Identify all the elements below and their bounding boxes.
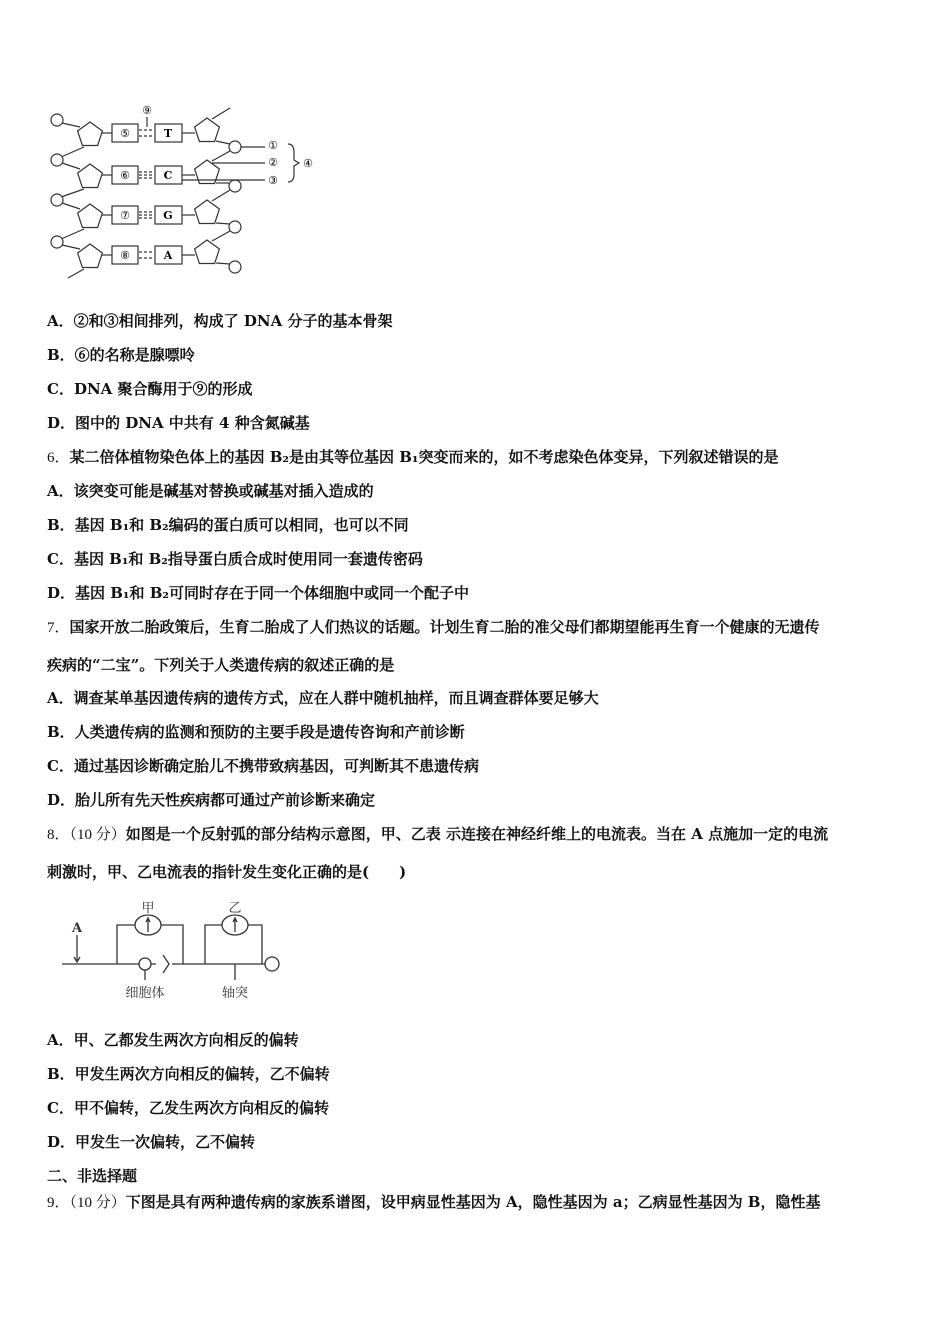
backbone-line [61, 189, 84, 197]
deoxyribose-icon [195, 240, 220, 264]
phosphate-circle [229, 141, 241, 153]
q8-stem [47, 824, 828, 845]
label-2: ② [268, 156, 278, 169]
dna-structure-diagram [40, 100, 340, 280]
backbone-line [216, 263, 230, 264]
q6-stem [47, 447, 778, 468]
label-9: ⑨ [142, 104, 152, 117]
backbone-line [62, 163, 80, 169]
deoxyribose-icon [78, 204, 103, 228]
backbone-line [61, 147, 84, 157]
base-label: ⑧ [120, 249, 130, 262]
q6-option-d: D．基因 B₁和 B₂可同时存在于同一个体细胞中或同一个配子中 [47, 584, 469, 602]
backbone-line [212, 190, 230, 201]
q8-option-c: C．甲不偏转，乙发生两次方向相反的偏转 [47, 1099, 329, 1117]
phosphate-circle [51, 194, 63, 206]
q7-stem-text: 国家开放二胎政策后，生育二胎成了人们热议的话题。计划生育二胎的准父母们都期望能再生育一个健康的无遗传 [69, 618, 820, 636]
backbone-line [62, 203, 80, 209]
phosphate-circle [51, 154, 63, 166]
meter-1-label: 甲 [141, 901, 155, 916]
q7-option-d: D．胎儿所有先天性疾病都可通过产前诊断来确定 [47, 791, 376, 809]
q8-number: 8．（10 分） [47, 827, 126, 843]
backbone-line [212, 231, 230, 241]
q7-option-b: B．人类遗传病的监测和预防的主要手段是遗传咨询和产前诊断 [47, 723, 465, 741]
reflex-arc-diagram [40, 890, 300, 1005]
phosphate-circle [229, 180, 241, 192]
backbone-line [216, 141, 230, 144]
q8-option-b: B．甲发生两次方向相反的偏转，乙不偏转 [47, 1065, 330, 1083]
base-label: ⑦ [120, 209, 130, 222]
q5-option-c: C．DNA 聚合酶用于⑨的形成 [47, 380, 253, 398]
base-label: T [163, 127, 173, 140]
backbone-line [212, 108, 230, 119]
cell-body-label: 细胞体 [125, 986, 165, 1001]
q6-stem-text: 某二倍体植物染色体上的基因 B₂是由其等位基因 B₁突变而来的，如不考虑染色体变异，下列叙述错误的是 [69, 448, 779, 466]
q6-option-a: A．该突变可能是碱基对替换或碱基对插入造成的 [47, 482, 374, 500]
q8-option-a: A．甲、乙都发生两次方向相反的偏转 [47, 1031, 299, 1049]
backbone-line [61, 229, 84, 239]
q9-number: 9．（10 分） [47, 1195, 126, 1211]
base-label: ⑥ [120, 169, 130, 182]
q8-stem-line2: 刺激时，甲、乙电流表的指针发生变化正确的是( ) [47, 863, 407, 881]
phosphate-circle [51, 114, 63, 126]
q5-option-b: B．⑥的名称是腺嘌呤 [47, 346, 195, 364]
q7-option-a: A．调查某单基因遗传病的遗传方式，应在人群中随机抽样，而且调查群体要足够大 [47, 689, 599, 707]
cell-body-circle [139, 958, 151, 970]
brace-icon [288, 144, 299, 182]
deoxyribose-icon [195, 200, 220, 224]
q5-option-d: D．图中的 DNA 中共有 4 种含氮碱基 [47, 414, 310, 432]
base-label: C [163, 169, 173, 182]
phosphate-circle [229, 261, 241, 273]
base-label: G [163, 209, 173, 222]
backbone-line [216, 223, 230, 224]
q7-option-c: C．通过基因诊断确定胎儿不携带致病基因，可判断其不患遗传病 [47, 757, 479, 775]
base-label: A [163, 249, 173, 262]
q5-option-a: A．②和③相间排列，构成了 DNA 分子的基本骨架 [47, 312, 393, 330]
phosphate-circle [51, 236, 63, 248]
q6-option-b: B．基因 B₁和 B₂编码的蛋白质可以相同，也可以不同 [47, 516, 409, 534]
q7-stem [47, 617, 820, 638]
backbone-line [62, 245, 80, 249]
section-heading: 二、非选择题 [47, 1167, 138, 1185]
phosphate-circle [229, 221, 241, 233]
deoxyribose-icon [78, 122, 103, 146]
q7-number: 7． [47, 620, 70, 636]
q9-stem-text: 下图是具有两种遗传病的家族系谱图，设甲病显性基因为 A，隐性基因为 a；乙病显性基因为 B，隐性基 [125, 1193, 821, 1211]
meter-2-label: 乙 [228, 901, 242, 916]
q8-option-d: D．甲发生一次偏转，乙不偏转 [47, 1133, 256, 1151]
q7-stem-line2: 疾病的“二宝”。下列关于人类遗传病的叙述正确的是 [47, 656, 395, 674]
point-a-label: A [71, 921, 83, 936]
base-label: ⑤ [120, 127, 130, 140]
q6-option-c: C．基因 B₁和 B₂指导蛋白质合成时使用同一套遗传密码 [47, 550, 423, 568]
q6-number: 6． [47, 450, 70, 466]
q9-stem [47, 1192, 820, 1213]
label-3: ③ [268, 174, 278, 187]
deoxyribose-icon [78, 244, 103, 268]
axon-end-circle [265, 957, 279, 971]
backbone-line [68, 269, 84, 278]
label-4: ④ [303, 157, 313, 170]
axon-label: 轴突 [221, 986, 249, 1001]
deoxyribose-icon [195, 118, 220, 142]
q8-stem-text: 如图是一个反射弧的部分结构示意图，甲、乙表 示连接在神经纤维上的电流表。当在 A 点施加一定的电流 [125, 825, 829, 843]
deoxyribose-icon [78, 164, 103, 188]
label-1: ① [268, 139, 278, 152]
backbone-line [212, 151, 230, 161]
backbone-line [62, 123, 80, 127]
